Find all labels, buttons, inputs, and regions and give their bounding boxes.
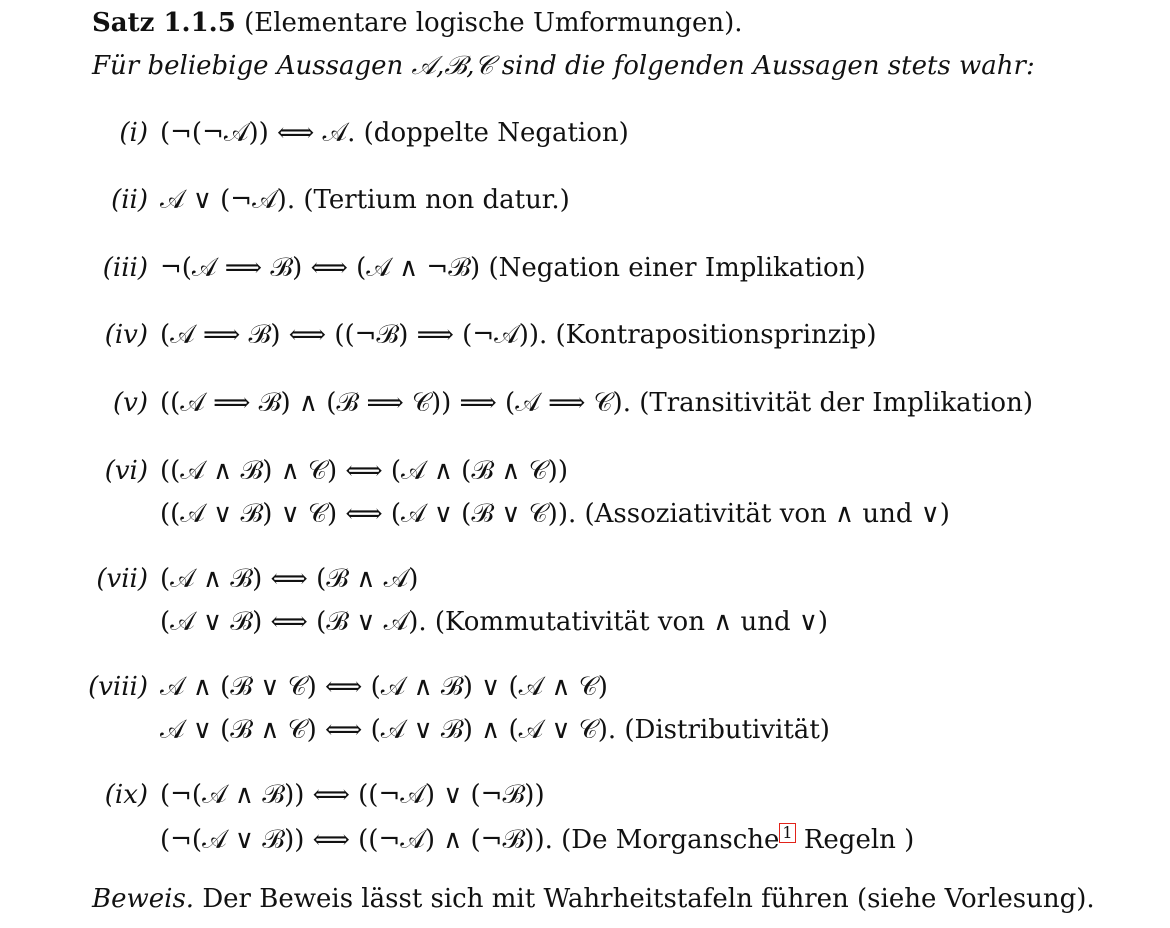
item-formula: (𝒜 ∧ ℬ) ⟺ (ℬ ∧ 𝒜) <box>160 564 419 594</box>
theorem-label: Satz 1.1.5 <box>92 8 236 38</box>
item-formula: ((𝒜 ∨ ℬ) ∨ 𝒞) ⟺ (𝒜 ∨ (ℬ ∨ 𝒞)). (Assoziativität von ∧ und ∨) <box>160 499 950 529</box>
theorem-heading <box>92 8 743 38</box>
item-label: (iii) <box>102 253 148 283</box>
item-label: (viii) <box>88 672 148 702</box>
item-formula: 𝒜 ∨ (ℬ ∧ 𝒞) ⟺ (𝒜 ∨ ℬ) ∧ (𝒜 ∨ 𝒞). (Distributivität) <box>160 715 830 745</box>
item-formula: ((𝒜 ∧ ℬ) ∧ 𝒞) ⟺ (𝒜 ∧ (ℬ ∧ 𝒞)) <box>160 456 568 486</box>
item-label: (ix) <box>104 780 148 810</box>
item-label: (vii) <box>96 564 148 594</box>
item-formula-suffix: Regeln ) <box>795 825 915 855</box>
item-label: (vi) <box>104 456 148 486</box>
item-formula: (𝒜 ∨ ℬ) ⟺ (ℬ ∨ 𝒜). (Kommutativität von ∧ und ∨) <box>160 607 829 637</box>
item-formula-text: (¬(𝒜 ∨ ℬ)) ⟺ ((¬𝒜) ∧ (¬ℬ)). (De Morgansche <box>160 825 780 855</box>
item-formula: (¬(¬𝒜)) ⟺ 𝒜. (doppelte Negation) <box>160 118 629 148</box>
item-label: (v) <box>113 388 148 418</box>
theorem-intro: Für beliebige Aussagen 𝒜,ℬ,𝒞 sind die folgenden Aussagen stets wahr: <box>92 51 1035 81</box>
item-label: (i) <box>119 118 148 148</box>
proof-label: Beweis. <box>92 884 195 914</box>
theorem-title: (Elementare logische Umformungen). <box>244 8 743 38</box>
footnote-link[interactable]: 1 <box>779 823 795 843</box>
item-formula-de-morgan <box>160 823 914 855</box>
item-formula: ¬(𝒜 ⟹ ℬ) ⟺ (𝒜 ∧ ¬ℬ) (Negation einer Implikation) <box>160 253 866 283</box>
item-formula: 𝒜 ∨ (¬𝒜). (Tertium non datur.) <box>160 185 570 215</box>
item-label: (ii) <box>111 185 148 215</box>
item-formula: ((𝒜 ⟹ ℬ) ∧ (ℬ ⟹ 𝒞)) ⟹ (𝒜 ⟹ 𝒞). (Transitivität der Implikation) <box>160 388 1033 418</box>
item-formula: (¬(𝒜 ∧ ℬ)) ⟺ ((¬𝒜) ∨ (¬ℬ)) <box>160 780 545 810</box>
item-formula: 𝒜 ∧ (ℬ ∨ 𝒞) ⟺ (𝒜 ∧ ℬ) ∨ (𝒜 ∧ 𝒞) <box>160 672 608 702</box>
item-formula: (𝒜 ⟹ ℬ) ⟺ ((¬ℬ) ⟹ (¬𝒜)). (Kontrapositionsprinzip) <box>160 320 877 350</box>
item-label: (iv) <box>104 320 148 350</box>
proof-text: Der Beweis lässt sich mit Wahrheitstafeln führen (siehe Vorlesung). <box>194 884 1095 914</box>
proof <box>92 884 1095 914</box>
